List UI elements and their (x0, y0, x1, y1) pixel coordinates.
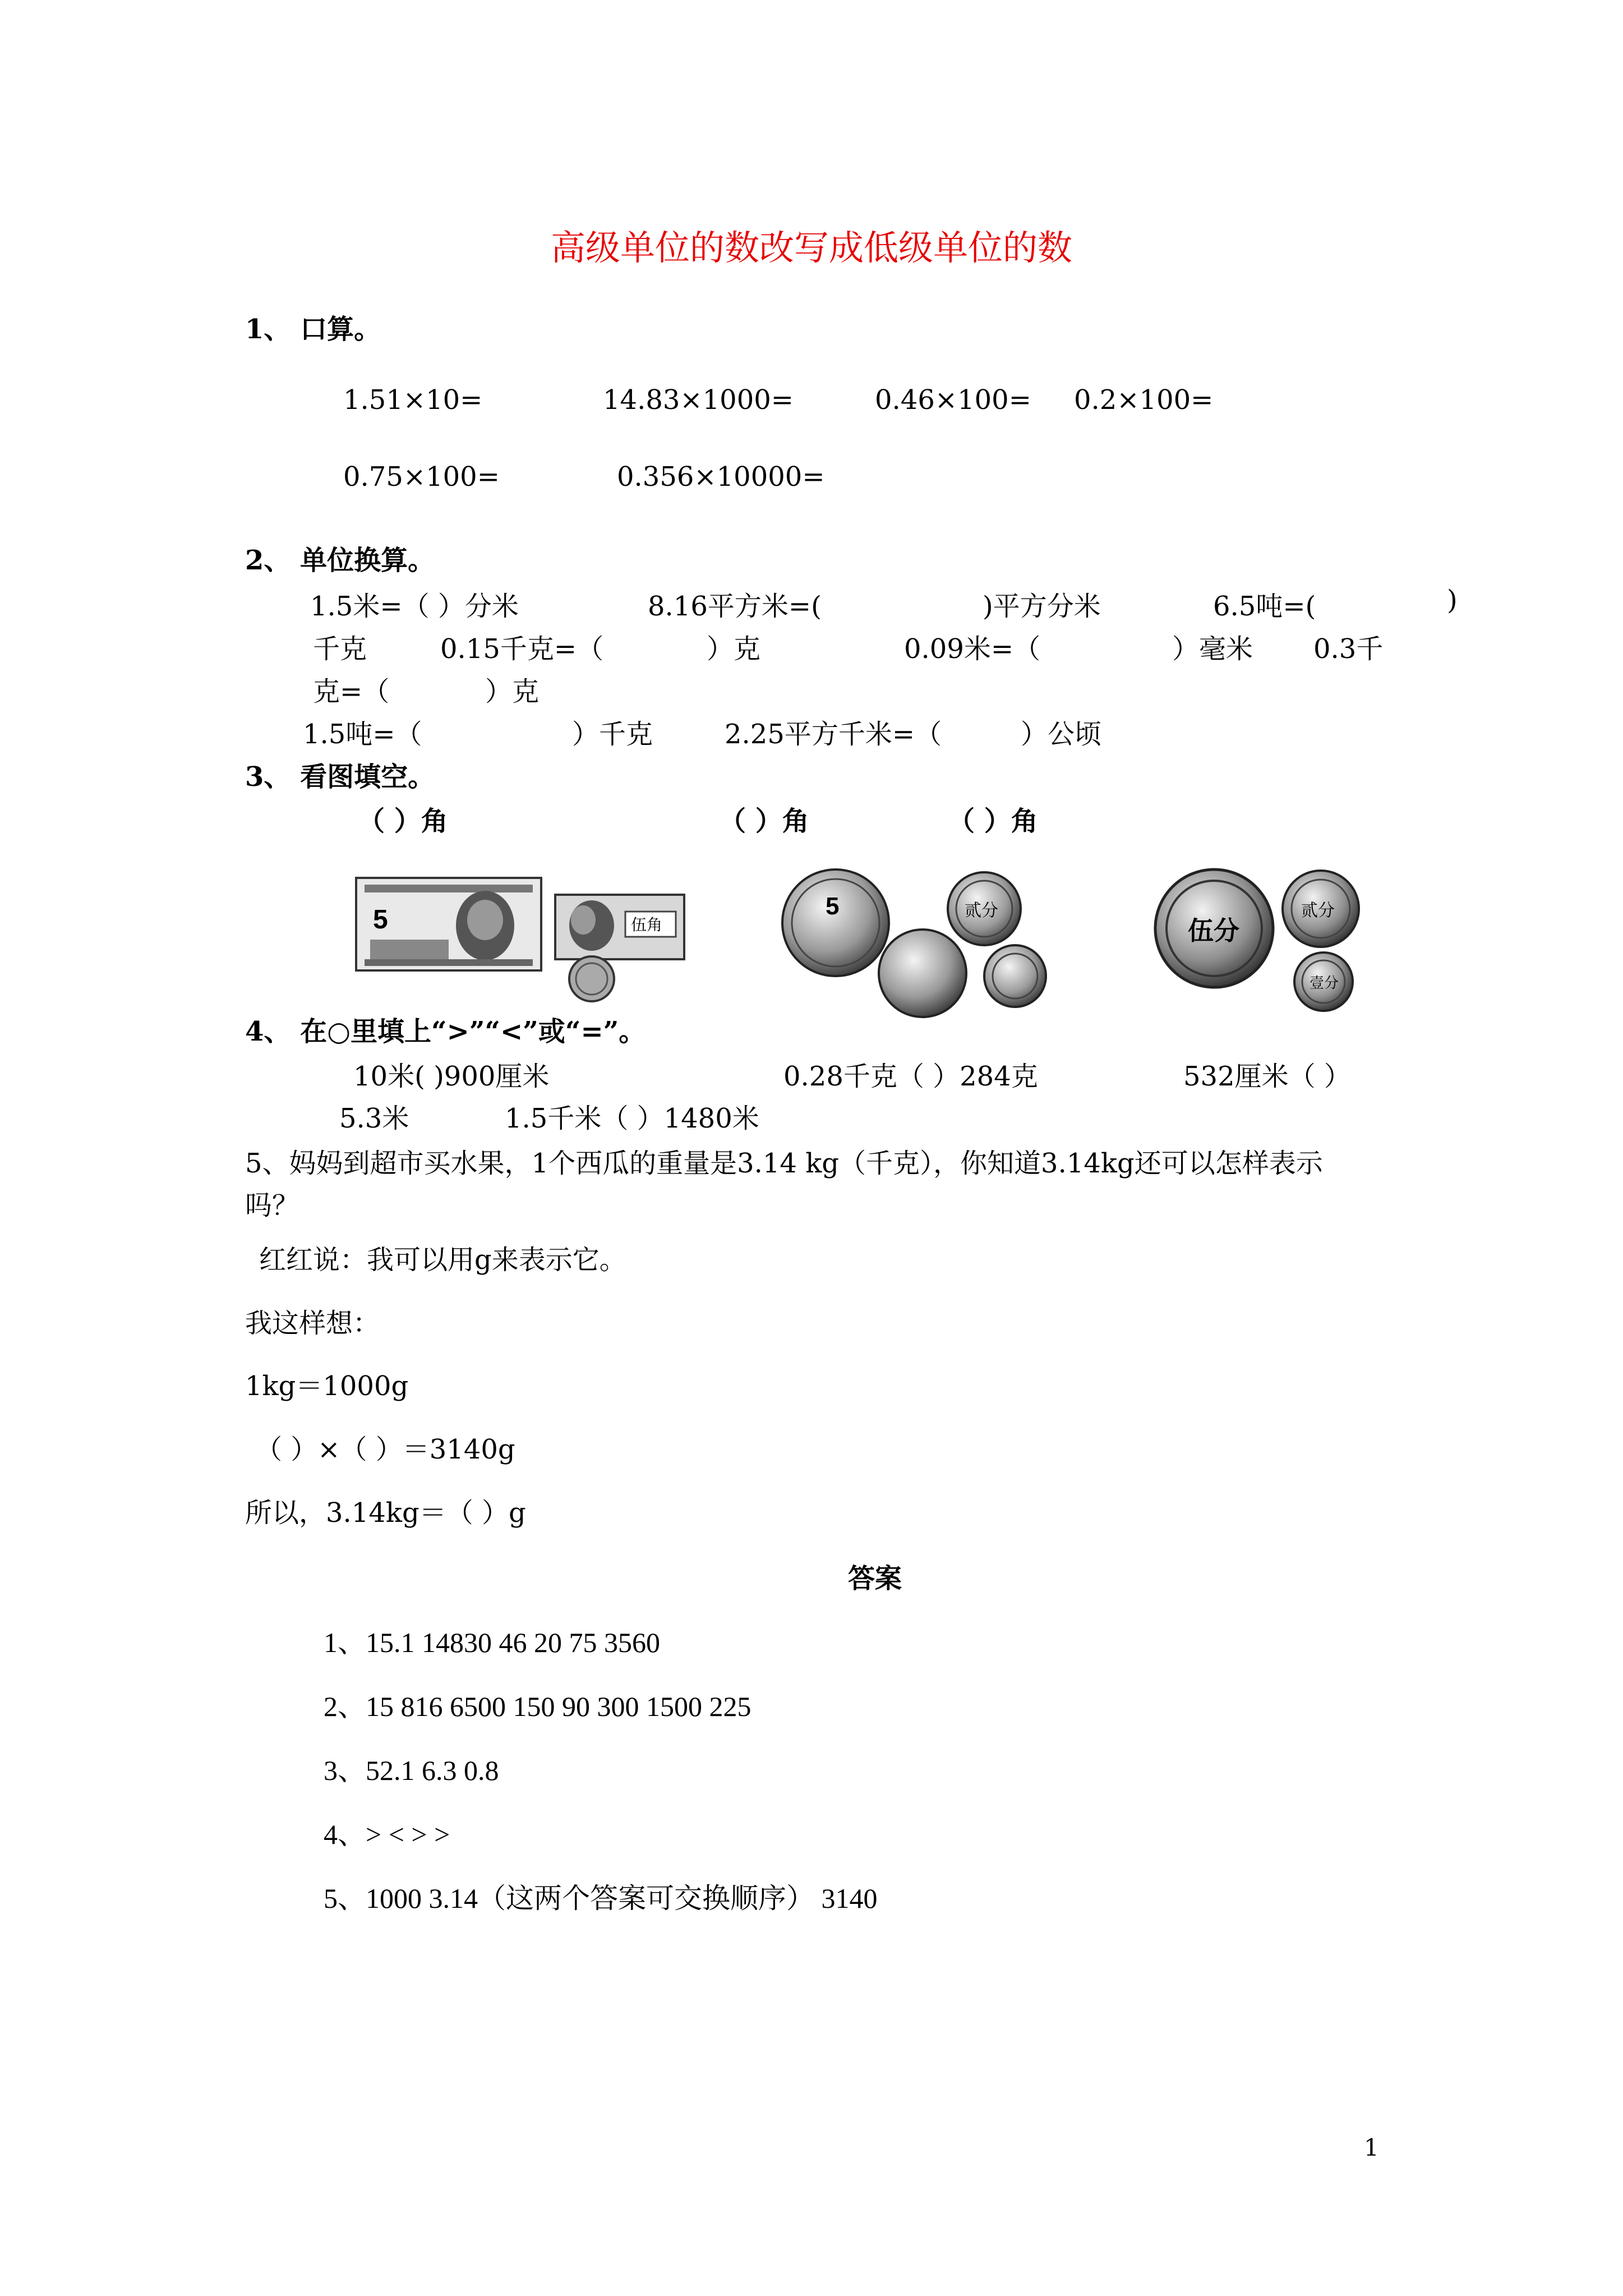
banknote-label: 伍角 (631, 915, 663, 934)
q2-text: 8.16平方米=( (648, 591, 822, 622)
q2-text: 0.15千克=（ (440, 633, 604, 665)
q3-heading: 3、 看图填空。 (245, 761, 435, 793)
q2-text: 1.5米=（ ）分米 (310, 591, 519, 622)
q2-text: ）毫米 (1172, 633, 1253, 665)
q4-text: 10米( )900厘米 (353, 1061, 550, 1092)
coins-image-1 (774, 861, 1066, 1018)
q2-text: 克=（ (313, 676, 390, 707)
q2-heading: 2、 单位换算。 (245, 545, 435, 576)
q2-text: ) (1447, 585, 1458, 616)
banknote-image (280, 867, 707, 1007)
q1-item: 14.83×1000= (603, 384, 794, 416)
answer-line: 2、15 816 6500 150 90 300 1500 225 (324, 1691, 751, 1722)
q2-text: 0.09米=（ (904, 633, 1041, 665)
coin-label: 贰分 (965, 901, 998, 921)
q5-question: 5、妈妈到超市买水果，1个西瓜的重量是3.14 kg（千克），你知道3.14kg还可以怎样表示 (245, 1148, 1323, 1179)
q2-text: 6.5吨=( (1213, 591, 1316, 622)
q5-text: 红红说：我可以用g来表示它。 (259, 1244, 626, 1276)
q4-text: 5.3米 (339, 1103, 409, 1134)
q5-text: 1kg＝1000g (245, 1370, 409, 1402)
answer-line: 5、1000 3.14（这两个答案可交换顺序） 3140 (324, 1883, 878, 1914)
q5-text: 所以，3.14kg＝（ ）g (245, 1497, 526, 1529)
coin-label: 贰分 (1301, 901, 1335, 921)
q4-text: 1.5千米（ ）1480米 (505, 1103, 759, 1134)
q5-text: （ ）×（ ）＝3140g (255, 1434, 515, 1465)
q2-text: ）克 (485, 676, 540, 707)
q2-text: ）克 (707, 633, 761, 665)
page-title: 高级单位的数改写成低级单位的数 (550, 227, 1072, 268)
answer-line: 1、15.1 14830 46 20 75 3560 (324, 1627, 660, 1658)
q4-text: 532厘米（ ） (1183, 1061, 1351, 1092)
coins-image-2 (1138, 861, 1385, 1018)
q5-text: 我这样想： (245, 1308, 380, 1339)
coin-label: 壹分 (1310, 975, 1339, 992)
q3-blank: （ ）角 (948, 806, 1038, 837)
q1-heading: 1、 口算。 (245, 314, 381, 345)
q2-text: )平方分米 (983, 591, 1101, 622)
q4-text: 0.28千克（ ）284克 (783, 1061, 1038, 1092)
q2-text: 2.25平方千米=（ (725, 719, 942, 750)
q1-item: 1.51×10= (343, 384, 483, 416)
q1-item: 0.356×10000= (617, 461, 825, 493)
q2-text: 0.3千 (1313, 633, 1384, 665)
answer-line: 4、> < > > (324, 1819, 450, 1850)
answers-heading: 答案 (848, 1563, 902, 1594)
q2-text: 1.5吨=（ (303, 719, 422, 750)
coin-label: 伍分 (1188, 915, 1239, 946)
q2-text: ）公顷 (1021, 719, 1102, 750)
q1-item: 0.2×100= (1074, 384, 1214, 416)
q1-item: 0.46×100= (875, 384, 1031, 416)
q5-question: 吗？ (245, 1190, 299, 1221)
q1-item: 0.75×100= (343, 461, 500, 493)
q4-heading: 4、 在○里填上“>”“<”或“=”。 (245, 1016, 646, 1047)
q2-text: ）千克 (572, 719, 653, 750)
q2-text: 千克 (313, 633, 367, 665)
banknote-value: 5 (373, 905, 388, 935)
page-number: 1 (1364, 2134, 1379, 2161)
coin-value: 5 (826, 892, 840, 920)
q3-blank: （ ）角 (358, 806, 448, 837)
q3-blank: （ ）角 (719, 806, 809, 837)
answer-line: 3、52.1 6.3 0.8 (324, 1755, 499, 1786)
